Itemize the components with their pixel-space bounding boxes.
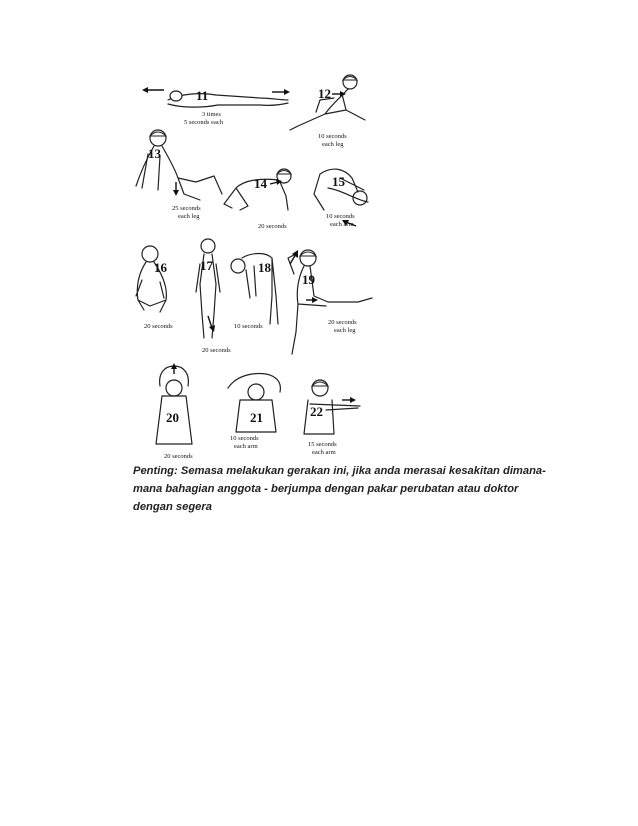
exercise-caption: 10 seconds	[234, 323, 263, 330]
exercise-16	[136, 246, 173, 330]
exercise-number: 12	[318, 86, 331, 101]
exercise-caption: 5 seconds each	[184, 119, 223, 126]
exercise-caption: each arm	[312, 449, 336, 456]
exercise-number: 14	[254, 176, 267, 191]
exercise-caption: each arm	[234, 443, 258, 450]
exercise-11	[142, 87, 290, 126]
exercise-22	[304, 380, 360, 456]
exercise-number: 13	[148, 146, 161, 161]
exercise-caption: each leg	[178, 213, 200, 220]
exercise-21	[228, 374, 280, 450]
exercise-number: 19	[302, 272, 315, 287]
exercise-number: 15	[332, 174, 345, 189]
exercise-14	[224, 169, 291, 230]
exercise-caption: 15 seconds	[308, 441, 337, 448]
exercise-caption: 20 seconds	[164, 453, 193, 460]
warning-text: Penting: Semasa melakukan gerakan ini, jika anda merasai kesakitan dimana-mana bahagian anggota - berjumpa dengan pakar perubatan atau doktor dengan segera	[133, 465, 546, 513]
exercise-caption: each arm	[330, 221, 354, 228]
exercise-caption: 10 seconds	[230, 435, 259, 442]
exercise-number: 20	[166, 410, 179, 425]
exercise-18	[231, 254, 278, 331]
exercise-number: 11	[196, 88, 209, 103]
exercise-number: 22	[310, 404, 323, 419]
exercise-caption: 20 seconds	[202, 347, 231, 354]
exercise-15	[314, 169, 368, 228]
exercise-caption: each leg	[334, 327, 356, 334]
stretching-exercises-illustration	[120, 70, 380, 460]
exercise-caption: 20 seconds	[144, 323, 173, 330]
exercise-caption: 20 seconds	[328, 319, 357, 326]
exercise-caption: 25 seconds	[172, 205, 201, 212]
exercise-12	[290, 75, 365, 148]
exercise-caption: 3 times	[202, 111, 221, 118]
exercise-19	[288, 250, 372, 354]
exercise-number: 17	[200, 258, 213, 273]
exercise-20	[156, 363, 193, 460]
exercise-caption: 10 seconds	[318, 133, 347, 140]
exercise-caption: each leg	[322, 141, 344, 148]
exercise-13	[136, 130, 222, 220]
exercise-caption: 20 seconds	[258, 223, 287, 230]
exercise-caption: 10 seconds	[326, 213, 355, 220]
exercise-number: 16	[154, 260, 167, 275]
exercise-number: 18	[258, 260, 271, 275]
exercise-number: 21	[250, 410, 263, 425]
exercise-17	[196, 239, 231, 354]
